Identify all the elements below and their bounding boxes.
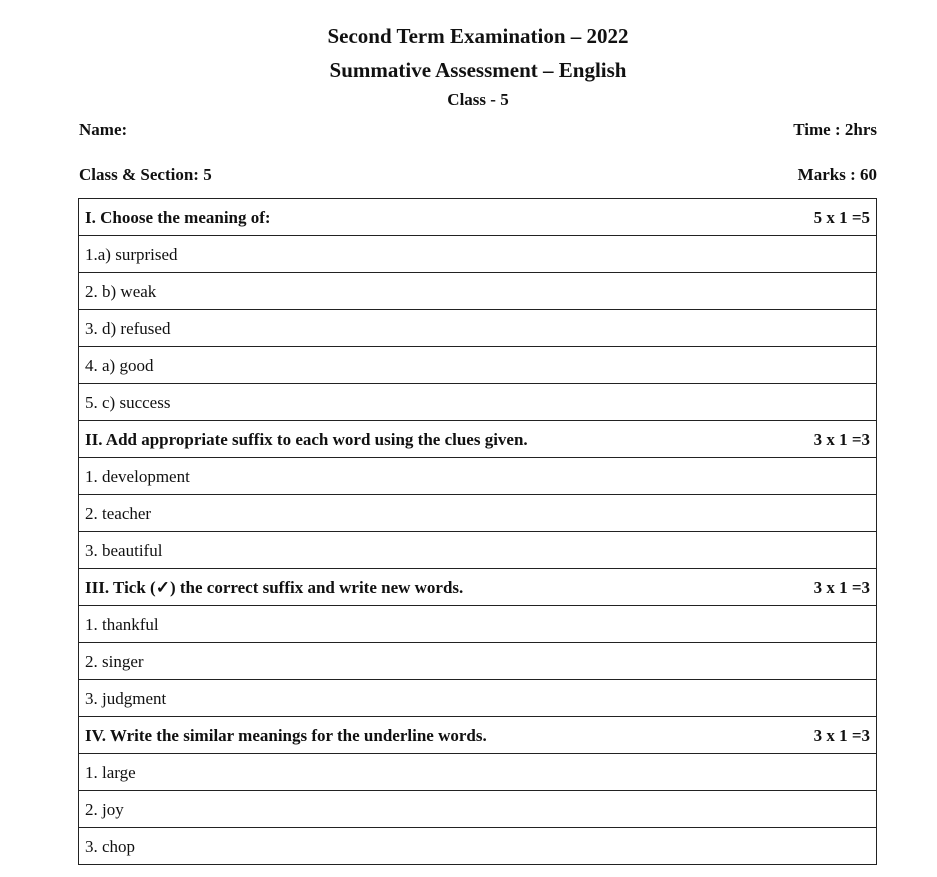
answer-row bbox=[79, 347, 877, 384]
answer-cell: 2. singer bbox=[79, 643, 877, 680]
answer-row bbox=[79, 680, 877, 717]
answer-row bbox=[79, 532, 877, 569]
answer-row bbox=[79, 384, 877, 421]
class-line: Class - 5 bbox=[447, 90, 509, 109]
answer-cell: 3. beautiful bbox=[79, 532, 877, 569]
section-heading-row bbox=[79, 421, 877, 458]
answer-row bbox=[79, 606, 877, 643]
section-heading: II. Add appropriate suffix to each word using the clues given. bbox=[85, 429, 528, 449]
answer-cell: 4. a) good bbox=[79, 347, 877, 384]
exam-subtitle: Summative Assessment – English bbox=[329, 58, 627, 82]
answer-row bbox=[79, 791, 877, 828]
answer-row bbox=[79, 643, 877, 680]
section-heading-row bbox=[79, 569, 877, 606]
section-heading-cell bbox=[79, 569, 877, 606]
class-section-label: Class & Section: 5 bbox=[79, 165, 212, 184]
section-marks: 3 x 1 =3 bbox=[813, 725, 870, 745]
answer-cell: 2. b) weak bbox=[79, 273, 877, 310]
answer-row bbox=[79, 273, 877, 310]
answer-cell: 1. large bbox=[79, 754, 877, 791]
section-marks: 5 x 1 =5 bbox=[813, 207, 870, 227]
marks-label: Marks : 60 bbox=[797, 165, 877, 184]
answer-cell: 1. development bbox=[79, 458, 877, 495]
name-label: Name: bbox=[79, 120, 128, 139]
answer-key-table bbox=[78, 198, 877, 865]
section-marks: 3 x 1 =3 bbox=[813, 429, 870, 449]
answer-cell: 3. judgment bbox=[79, 680, 877, 717]
exam-title: Second Term Examination – 2022 bbox=[327, 24, 629, 48]
answer-cell: 2. teacher bbox=[79, 495, 877, 532]
answer-row bbox=[79, 495, 877, 532]
section-heading-cell bbox=[79, 199, 877, 236]
section-heading: III. Tick (✓) the correct suffix and write new words. bbox=[85, 577, 464, 597]
answer-row bbox=[79, 458, 877, 495]
answer-row bbox=[79, 236, 877, 273]
answer-row bbox=[79, 310, 877, 347]
answer-cell: 2. joy bbox=[79, 791, 877, 828]
answer-cell: 1.a) surprised bbox=[79, 236, 877, 273]
answer-cell: 3. d) refused bbox=[79, 310, 877, 347]
section-heading-row bbox=[79, 199, 877, 236]
answer-cell: 5. c) success bbox=[79, 384, 877, 421]
section-marks: 3 x 1 =3 bbox=[813, 577, 870, 597]
section-heading: IV. Write the similar meanings for the underline words. bbox=[85, 725, 487, 745]
answer-row bbox=[79, 828, 877, 865]
section-heading-cell bbox=[79, 717, 877, 754]
time-label: Time : 2hrs bbox=[793, 120, 877, 139]
section-heading: I. Choose the meaning of: bbox=[85, 207, 271, 227]
answer-row bbox=[79, 754, 877, 791]
section-heading-cell bbox=[79, 421, 877, 458]
section-heading-row bbox=[79, 717, 877, 754]
answer-cell: 1. thankful bbox=[79, 606, 877, 643]
answer-cell: 3. chop bbox=[79, 828, 877, 865]
